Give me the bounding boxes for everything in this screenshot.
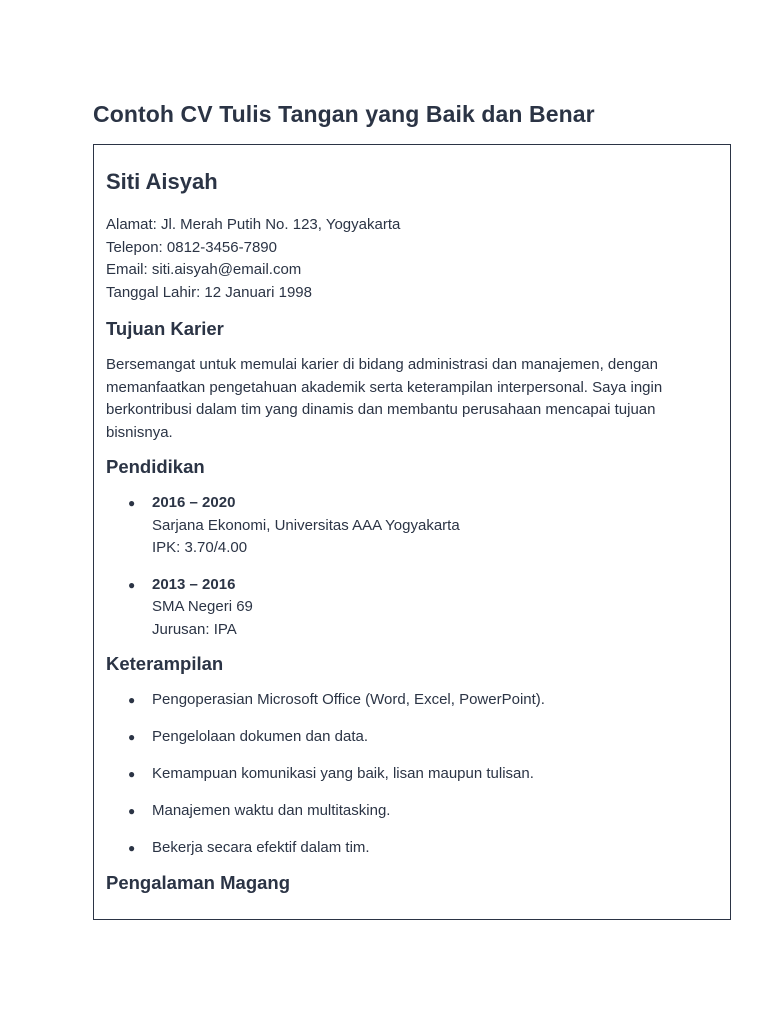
contact-address: Alamat: Jl. Merah Putih No. 123, Yogyakarta [106,216,401,233]
page-title: Contoh CV Tulis Tangan yang Baik dan Benar [93,101,595,127]
bullet-icon: ● [128,841,136,856]
contact-phone: Telepon: 0812-3456-7890 [106,238,277,256]
section-heading-internship: Pengalaman Magang [106,871,291,893]
section-heading-education: Pendidikan [106,456,205,477]
skills-list [106,689,718,860]
bullet-icon: ● [128,577,136,592]
cv-content [94,145,730,895]
contact-info [106,214,718,304]
skill-text: Bekerja secara efektif dalam tim. [152,839,370,857]
skill-text: Kemampuan komunikasi yang baik, lisan maupun tulisan. [152,765,534,783]
bullet-icon: ● [128,496,136,510]
education-degree: SMA Negeri 69 [152,598,253,615]
career-goal-text: Bersemangat untuk memulai karier di bidang administrasi dan manajemen, dengan memanfaatkan pengetahuan akademik serta keterampilan interpersonal. Saya ingin berkontribusi dalam tim yang dinamis dan membantu perusahaan mencapai tujuan bisnisnya. [106,356,663,441]
bullet-icon: ● [128,693,136,707]
skill-item [128,726,718,749]
contact-birthdate: Tanggal Lahir: 12 Januari 1998 [106,283,312,301]
skill-item [128,837,718,860]
cv-name: Siti Aisyah [106,169,218,194]
skill-text: Pengelolaan dokumen dan data. [152,728,369,746]
skill-item [128,800,718,823]
bullet-icon: ● [128,730,136,745]
skill-text: Manajemen waktu dan multitasking. [152,802,391,820]
education-list [106,492,718,641]
section-heading-career-goal: Tujuan Karier [106,318,224,339]
education-item [128,492,718,560]
section-heading-skills: Keterampilan [106,653,224,674]
bullet-icon: ● [128,767,136,782]
contact-email: Email: siti.aisyah@email.com [106,261,302,278]
skill-item [128,689,718,712]
education-degree: Sarjana Ekonomi, Universitas AAA Yogyakarta [152,516,460,534]
cv-document-frame [93,144,731,920]
skill-item [128,763,718,786]
education-detail: IPK: 3.70/4.00 [152,539,248,556]
education-period: 2016 – 2020 [152,494,236,511]
education-period: 2013 – 2016 [152,575,236,593]
education-item [128,574,718,642]
education-detail: Jurusan: IPA [152,620,237,638]
bullet-icon: ● [128,804,136,819]
skill-text: Pengoperasian Microsoft Office (Word, Excel, PowerPoint). [152,691,545,708]
